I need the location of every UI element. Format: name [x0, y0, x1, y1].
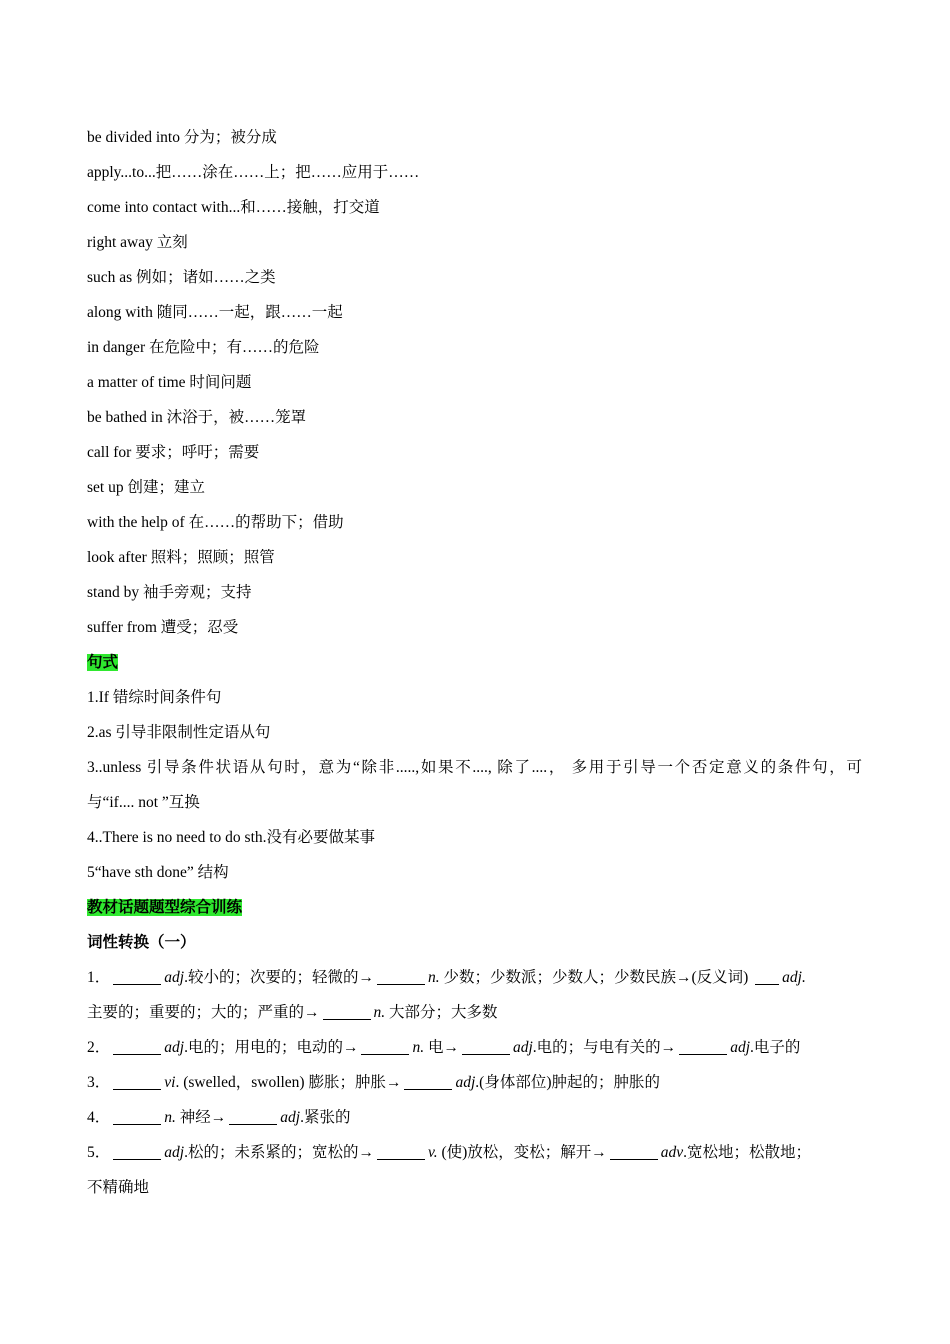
exercise-1: 1． adj.较小的；次要的；轻微的→ n. 少数；少数派；少数人；少数民族→(反义词) adj. — [87, 969, 806, 986]
answer-blank[interactable] — [610, 1158, 658, 1160]
phrase-item: set up 创建；建立 — [87, 479, 205, 496]
answer-blank[interactable] — [377, 983, 425, 985]
sentence-item-continued: 与“if.... not ”互换 — [87, 794, 200, 811]
exercise-1-continued: 主要的；重要的；大的；严重的→ n. 大部分；大多数 — [87, 1004, 498, 1021]
phrase-item: in danger 在危险中；有……的危险 — [87, 339, 320, 356]
answer-blank[interactable] — [679, 1053, 727, 1055]
sentence-item: 5“have sth done” 结构 — [87, 864, 229, 881]
sentence-item: 2.as 引导非限制性定语从句 — [87, 724, 271, 741]
answer-blank[interactable] — [404, 1088, 452, 1090]
phrase-item: with the help of 在……的帮助下；借助 — [87, 514, 344, 531]
subsection-heading: 词性转换（一） — [87, 934, 196, 951]
exercise-3: 3． vi. (swelled，swollen) 膨胀；肿胀→ adj.(身体部位)肿起的；肿胀的 — [87, 1074, 660, 1091]
answer-blank[interactable] — [113, 1158, 161, 1160]
phrase-item: look after 照料；照顾；照管 — [87, 549, 275, 566]
answer-blank[interactable] — [755, 983, 779, 985]
answer-blank[interactable] — [113, 983, 161, 985]
phrase-item: such as 例如；诸如……之类 — [87, 269, 276, 286]
phrase-item: right away 立刻 — [87, 234, 188, 251]
sentence-item: 3..unless 引导条件状语从句时，意为“除非.....,如果不...., 除了....， 多用于引导一个否定意义的条件句，可 — [87, 759, 862, 776]
phrase-item: be bathed in 沐浴于，被……笼罩 — [87, 409, 307, 426]
section-heading-training-text: 教材话题题型综合训练 — [87, 899, 243, 916]
exercise-5-continued: 不精确地 — [87, 1179, 150, 1196]
phrase-item: stand by 袖手旁观；支持 — [87, 584, 252, 601]
sentence-item: 1.If 错综时间条件句 — [87, 689, 222, 706]
phrase-item: apply...to...把……涂在……上；把……应用于…… — [87, 164, 420, 181]
exercise-5: 5． adj.松的；未系紧的；宽松的→ v. (使)放松，变松；解开→ adv.宽松地；松散地； — [87, 1144, 812, 1161]
answer-blank[interactable] — [113, 1053, 161, 1055]
answer-blank[interactable] — [113, 1123, 161, 1125]
phrase-item: come into contact with...和……接触，打交道 — [87, 199, 380, 216]
sentence-item: 4..There is no need to do sth.没有必要做某事 — [87, 829, 376, 846]
section-heading-sentences — [87, 645, 862, 680]
section-heading-training — [87, 890, 862, 925]
phrase-item: call for 要求；呼吁；需要 — [87, 444, 260, 461]
phrase-item: along with 随同……一起，跟……一起 — [87, 304, 343, 321]
answer-blank[interactable] — [323, 1018, 371, 1020]
document-content — [87, 120, 862, 1205]
section-heading-sentences-text: 句式 — [87, 654, 119, 671]
exercise-4: 4． n. 神经→ adj.紧张的 — [87, 1109, 351, 1126]
answer-blank[interactable] — [113, 1088, 161, 1090]
answer-blank[interactable] — [361, 1053, 409, 1055]
phrase-item: a matter of time 时间问题 — [87, 374, 252, 391]
exercise-2: 2． adj.电的；用电的；电动的→ n. 电→ adj.电的；与电有关的→ adj.电子的 — [87, 1039, 801, 1056]
answer-blank[interactable] — [377, 1158, 425, 1160]
answer-blank[interactable] — [229, 1123, 277, 1125]
phrase-item: be divided into 分为；被分成 — [87, 129, 277, 146]
phrase-item: suffer from 遭受；忍受 — [87, 619, 239, 636]
answer-blank[interactable] — [462, 1053, 510, 1055]
